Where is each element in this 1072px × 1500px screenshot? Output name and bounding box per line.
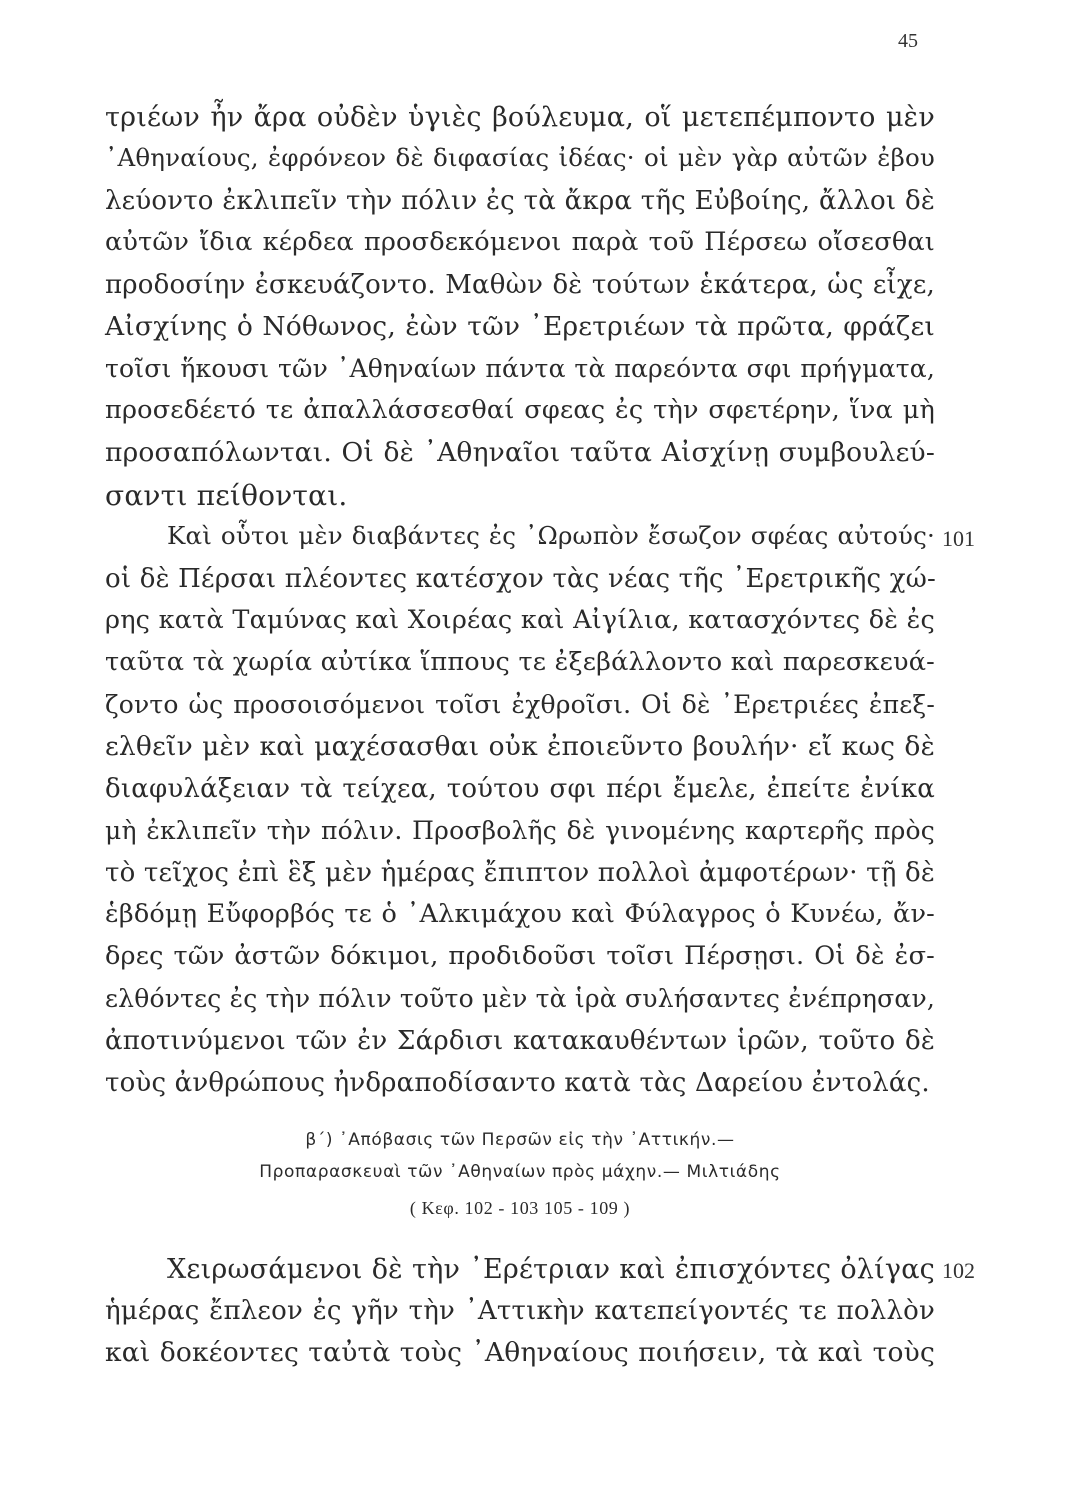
- text-line: ἑβδόμῃ Εὔφορβός τε ὁ ᾿Αλκιμάχου καὶ Φύλαγρος ὁ Κυνέω, ἄν-: [105, 899, 935, 929]
- chapter-range: ( Κεφ. 102 - 103 105 - 109 ): [409, 1198, 631, 1218]
- text-line: διαφυλάξειαν τὰ τείχεα, τούτου σφι πέρι ἔμελε, ἐπείτε ἐνίκα: [105, 774, 935, 804]
- text-line: προδοσίην ἐσκευάζοντο. Μαθὼν δὲ τούτων ἑκάτερα, ὡς εἶχε,: [105, 270, 935, 300]
- text-line: λεύοντο ἐκλιπεῖν τὴν πόλιν ἐς τὰ ἄκρα τῆς Εὐβοίης, ἄλλοι δὲ: [105, 186, 935, 216]
- text-line: τὸ τεῖχος ἐπὶ ἓξ μὲν ἡμέρας ἔπιπτον πολλοὶ ἀμφοτέρων· τῇ δὲ: [105, 858, 936, 888]
- text-line: Αἰσχίνης ὁ Νόθωνος, ἐὼν τῶν ᾿Ερετριέων τὰ πρῶτα, φράζει: [105, 311, 935, 342]
- text-line: τοῖσι ἥκουσι τῶν ᾿Αθηναίων πάντα τὰ παρεόντα σφι πρήγματα,: [105, 354, 935, 383]
- text-line: ἀποτινύμενοι τῶν ἐν Σάρδισι κατακαυθέντων ἱρῶν, τοῦτο δὲ: [105, 1026, 935, 1056]
- text-line: αὐτῶν ἴδια κέρδεα προσδεκόμενοι παρὰ τοῦ Πέρσεω οἴσεσθαι: [105, 227, 935, 257]
- text-line: δρες τῶν ἀστῶν δόκιμοι, προδιδοῦσι τοῖσι Πέρσῃσι. Οἱ δὲ ἐσ-: [105, 941, 935, 971]
- text-line: τοὺς ἀνθρώπους ἠνδραποδίσαντο κατὰ τὰς Δαρείου ἐντολάς.: [105, 1068, 930, 1098]
- text-line: καὶ δοκέοντες ταὐτὰ τοὺς ᾿Αθηναίους ποιήσειν, τὰ καὶ τοὺς: [105, 1337, 935, 1368]
- text-line: Χειρωσάμενοι δὲ τὴν ᾿Ερέτριαν καὶ ἐπισχόντες ὀλίγας: [167, 1254, 935, 1285]
- text-line: ᾿Αθηναίους, ἐφρόνεον δὲ διφασίας ἰδέας· οἱ μὲν γὰρ αὐτῶν ἐβου: [105, 143, 935, 172]
- text-line: προσεδέετό τε ἀπαλλάσσεσθαί σφεας ἐς τὴν σφετέρην, ἵνα μὴ: [105, 395, 935, 425]
- chapter-number: 101: [942, 526, 975, 551]
- page-number: 45: [898, 30, 918, 52]
- text-line: ελθεῖν μὲν καὶ μαχέσασθαι οὐκ ἐποιεῦντο βουλήν· εἴ κως δὲ: [105, 731, 935, 762]
- section-heading-line: β΄) ᾿Απόβασις τῶν Περσῶν εἰς τὴν ᾿Αττικήν.—: [305, 1130, 735, 1150]
- text-line: σαντι πείθονται.: [105, 479, 348, 512]
- text-line: Καὶ οὗτοι μὲν διαβάντες ἐς ᾿Ωρωπὸν ἔσωζον σφέας αὐτούς·: [167, 521, 935, 550]
- text-line: μὴ ἐκλιπεῖν τὴν πόλιν. Προσβολῆς δὲ γινομένης καρτερῆς πρὸς: [105, 816, 935, 845]
- chapter-number: 102: [942, 1258, 975, 1283]
- text-line: τριέων ἦν ἄρα οὐδὲν ὑγιὲς βούλευμα, οἵ μετεπέμποντο μὲν: [105, 102, 935, 133]
- text-line: οἱ δὲ Πέρσαι πλέοντες κατέσχον τὰς νέας τῆς ᾿Ερετρικῆς χώ-: [105, 564, 937, 594]
- text-line: ζοντο ὡς προσοισόμενοι τοῖσι ἐχθροῖσι. Οἱ δὲ ᾿Ερετριέες ἐπεξ-: [105, 690, 935, 719]
- text-line: προσαπόλωνται. Οἱ δὲ ᾿Αθηναῖοι ταῦτα Αἰσχίνῃ συμβουλεύ-: [105, 437, 935, 468]
- section-heading-line: Προπαρασκευαὶ τῶν ᾿Αθηναίων πρὸς μάχην.— Μιλτιάδης: [259, 1162, 781, 1182]
- text-line: ἡμέρας ἔπλεον ἐς γῆν τὴν ᾿Αττικὴν κατεπείγοντές τε πολλὸν: [105, 1296, 935, 1326]
- text-line: ελθόντες ἐς τὴν πόλιν τοῦτο μὲν τὰ ἱρὰ συλήσαντες ἐνέπρησαν,: [105, 984, 935, 1013]
- text-line: ταῦτα τὰ χωρία αὐτίκα ἵππους τε ἐξεβάλλοντο καὶ παρεσκευά-: [105, 647, 935, 677]
- text-line: ρης κατὰ Ταμύνας καὶ Χοιρέας καὶ Αἰγίλια, κατασχόντες δὲ ἐς: [105, 605, 935, 635]
